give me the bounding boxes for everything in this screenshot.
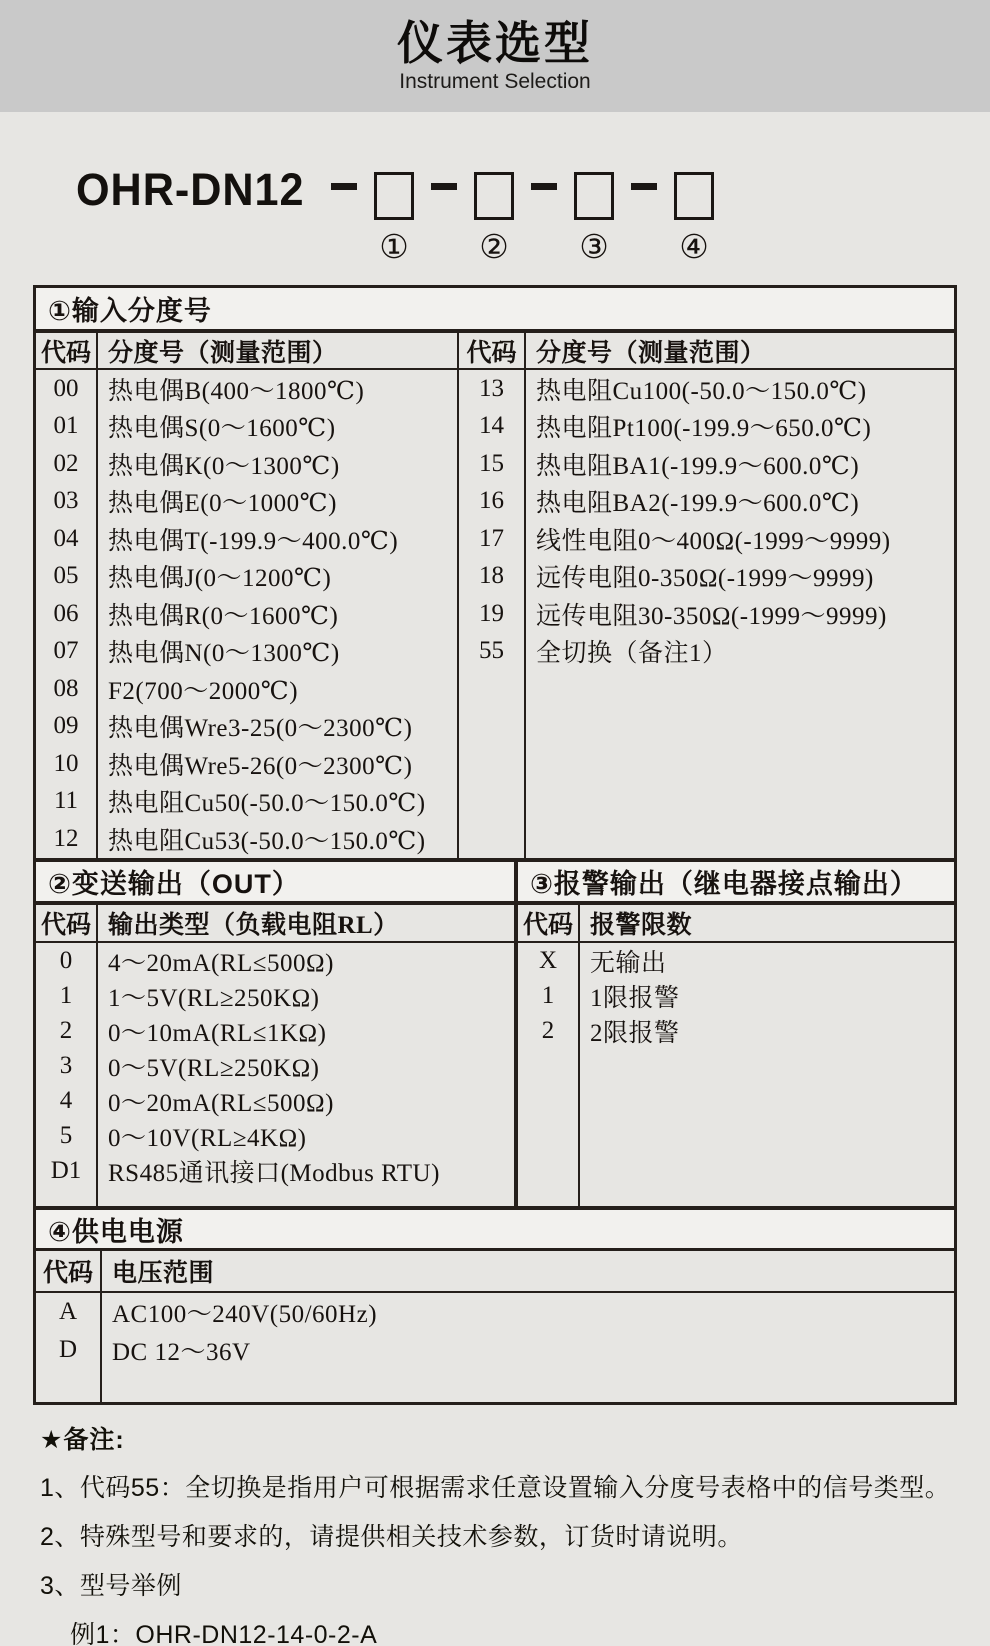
- row-code-cell: A: [36, 1293, 102, 1331]
- model-slot-4: [674, 172, 714, 265]
- row-code-cell: 09: [36, 708, 98, 746]
- row-code-cell: 0: [36, 943, 98, 978]
- column-header-row: [36, 905, 514, 943]
- filler-desc-cell: [526, 670, 954, 858]
- table-row: [36, 1293, 954, 1331]
- row-code-cell: 2: [36, 1013, 98, 1048]
- input-right-rows: [459, 370, 954, 670]
- table-row: [518, 943, 954, 978]
- table-row: [36, 595, 457, 633]
- row-desc-cell: AC100～240V(50/60Hz): [112, 1301, 378, 1328]
- dash-icon: [431, 183, 457, 190]
- row-code-cell: 19: [459, 595, 526, 633]
- table-row: [36, 1153, 514, 1188]
- input-table-right: [459, 333, 954, 858]
- table-row: [459, 558, 954, 596]
- row-desc-cell: 2限报警: [590, 1019, 680, 1047]
- table-filler: [36, 1369, 954, 1402]
- row-code-cell: 11: [36, 783, 98, 821]
- section-band-output: ②变送输出（OUT）: [36, 858, 514, 905]
- code-column-header: 代码: [36, 333, 98, 368]
- row-desc-cell: 热电阻Cu50(-50.0～150.0℃): [108, 790, 426, 818]
- row-desc-cell: 热电阻Cu53(-50.0～150.0℃): [108, 827, 426, 855]
- row-code-cell: 1: [36, 978, 98, 1013]
- remark-item-3: 3、型号举例: [40, 1572, 182, 1600]
- column-header-row: [518, 905, 954, 943]
- model-example: 例1：OHR-DN12-14-0-2-A: [70, 1621, 378, 1646]
- desc-column-header: 分度号（测量范围）: [108, 339, 338, 367]
- input-table-left: [36, 333, 459, 858]
- table-row: [36, 558, 457, 596]
- row-desc-cell: 0～20mA(RL≤500Ω): [108, 1089, 334, 1117]
- row-desc-cell: 热电阻BA2(-199.9～600.0℃): [536, 490, 860, 518]
- model-code-diagram: [76, 150, 714, 265]
- dash-icon: [531, 183, 557, 190]
- desc-column-header: 分度号（测量范围）: [536, 339, 766, 367]
- row-desc-cell: 热电偶Wre5-26(0～2300℃): [108, 752, 413, 780]
- table-row: [459, 520, 954, 558]
- alarm-rows: [518, 943, 954, 1048]
- row-desc-cell: 热电偶K(0～1300℃): [108, 452, 340, 480]
- model-position-label-4: ④: [679, 227, 709, 266]
- desc-column-header: 电压范围: [112, 1260, 215, 1287]
- code-column-header: 代码: [36, 905, 98, 941]
- page-subtitle: Instrument Selection: [399, 70, 591, 94]
- column-header-row: [36, 333, 457, 370]
- filler-desc-cell: [580, 1048, 954, 1206]
- row-desc-cell: 1限报警: [590, 984, 680, 1012]
- row-code-cell: 18: [459, 558, 526, 596]
- output-alarm-sections: [36, 858, 954, 1206]
- table-row: [36, 978, 514, 1013]
- row-desc-cell: 热电偶Wre3-25(0～2300℃): [108, 715, 413, 743]
- code-column-header: 代码: [459, 333, 526, 368]
- row-desc-cell: 4～20mA(RL≤500Ω): [108, 949, 334, 977]
- table-row: [36, 708, 457, 746]
- row-desc-cell: RS485通讯接口(Modbus RTU): [108, 1159, 440, 1187]
- row-code-cell: 12: [36, 820, 98, 858]
- row-desc-cell: 热电偶B(400～1800℃): [108, 377, 365, 405]
- model-box-3: [574, 172, 614, 220]
- table-row: [36, 1083, 514, 1118]
- table-filler: [36, 1188, 514, 1206]
- row-code-cell: 5: [36, 1118, 98, 1153]
- section-band-input: ①输入分度号: [36, 288, 954, 333]
- dash-icon: [631, 183, 657, 190]
- row-code-cell: 16: [459, 483, 526, 521]
- code-column-header: 代码: [518, 905, 580, 941]
- row-code-cell: 55: [459, 633, 526, 671]
- row-code-cell: 10: [36, 745, 98, 783]
- row-desc-cell: 线性电阻0～400Ω(-1999～9999): [536, 527, 891, 555]
- row-code-cell: 4: [36, 1083, 98, 1118]
- code-column-header: 代码: [36, 1251, 102, 1291]
- row-desc-cell: 0～10mA(RL≤1KΩ): [108, 1019, 327, 1047]
- remarks-block: [40, 1420, 960, 1646]
- section-band-power: ④供电电源: [36, 1206, 954, 1251]
- row-desc-cell: 远传电阻30-350Ω(-1999～9999): [536, 602, 887, 630]
- table-row: [36, 445, 457, 483]
- alarm-section: [514, 858, 954, 1206]
- input-section: [36, 333, 954, 858]
- column-header-row: [459, 333, 954, 370]
- row-code-cell: 07: [36, 633, 98, 671]
- input-left-rows: [36, 370, 457, 858]
- power-section: [36, 1251, 954, 1402]
- row-desc-cell: 热电偶R(0～1600℃): [108, 602, 339, 630]
- row-desc-cell: F2(700～2000℃): [108, 677, 299, 705]
- filler-code-cell: [36, 1188, 98, 1206]
- output-rows: [36, 943, 514, 1188]
- table-row: [36, 1118, 514, 1153]
- table-row: [459, 445, 954, 483]
- row-code-cell: 00: [36, 370, 98, 408]
- table-filler: [518, 1048, 954, 1206]
- selection-table: [33, 285, 957, 1405]
- row-code-cell: 15: [459, 445, 526, 483]
- row-code-cell: X: [518, 943, 580, 978]
- table-row: [459, 633, 954, 671]
- table-row: [36, 520, 457, 558]
- table-row: [36, 745, 457, 783]
- row-desc-cell: 热电偶E(0～1000℃): [108, 490, 337, 518]
- dash-icon: [331, 183, 357, 190]
- column-header-row: [36, 1251, 954, 1293]
- header-bar: [0, 0, 990, 112]
- table-row: [36, 670, 457, 708]
- row-code-cell: 1: [518, 978, 580, 1013]
- table-row: [459, 370, 954, 408]
- row-code-cell: 17: [459, 520, 526, 558]
- table-row: [36, 408, 457, 446]
- filler-code-cell: [36, 1369, 102, 1402]
- model-box-1: [374, 172, 414, 220]
- row-desc-cell: 1～5V(RL≥250KΩ): [108, 984, 320, 1012]
- row-code-cell: 03: [36, 483, 98, 521]
- row-code-cell: 06: [36, 595, 98, 633]
- row-desc-cell: 远传电阻0-350Ω(-1999～9999): [536, 565, 874, 593]
- table-row: [36, 783, 457, 821]
- table-row: [459, 408, 954, 446]
- model-position-label-1: ①: [379, 227, 409, 266]
- desc-column-header: 输出类型（负载电阻RL）: [108, 912, 399, 939]
- row-code-cell: 3: [36, 1048, 98, 1083]
- filler-code-cell: [459, 670, 526, 858]
- row-desc-cell: 热电偶S(0～1600℃): [108, 415, 336, 443]
- table-row: [459, 595, 954, 633]
- remarks-title: ★备注:: [40, 1426, 125, 1454]
- row-desc-cell: 热电阻Cu100(-50.0～150.0℃): [536, 377, 867, 405]
- row-code-cell: 08: [36, 670, 98, 708]
- model-position-label-2: ②: [479, 227, 509, 266]
- filler-desc-cell: [98, 1188, 514, 1206]
- row-desc-cell: DC 12～36V: [112, 1339, 251, 1366]
- table-row: [36, 633, 457, 671]
- row-code-cell: 14: [459, 408, 526, 446]
- table-row: [36, 370, 457, 408]
- table-row: [518, 978, 954, 1013]
- table-row: [36, 1048, 514, 1083]
- desc-column-header: 报警限数: [590, 912, 693, 939]
- row-code-cell: 13: [459, 370, 526, 408]
- row-code-cell: 04: [36, 520, 98, 558]
- table-row: [36, 943, 514, 978]
- filler-code-cell: [518, 1048, 580, 1206]
- model-prefix: OHR-DN12: [76, 164, 305, 215]
- row-code-cell: 02: [36, 445, 98, 483]
- row-desc-cell: 热电阻BA1(-199.9～600.0℃): [536, 452, 860, 480]
- row-desc-cell: 热电偶T(-199.9～400.0℃): [108, 527, 399, 555]
- model-slot-3: [574, 172, 614, 265]
- row-desc-cell: 热电偶J(0～1200℃): [108, 565, 332, 593]
- row-desc-cell: 热电偶N(0～1300℃): [108, 640, 340, 668]
- table-filler: [459, 670, 954, 858]
- table-row: [36, 1331, 954, 1369]
- table-row: [36, 1013, 514, 1048]
- row-code-cell: D: [36, 1331, 102, 1369]
- model-box-2: [474, 172, 514, 220]
- row-desc-cell: 全切换（备注1）: [536, 640, 728, 668]
- row-desc-cell: 热电阻Pt100(-199.9～650.0℃): [536, 415, 872, 443]
- filler-desc-cell: [102, 1369, 954, 1402]
- table-row: [36, 483, 457, 521]
- remark-item-2: 2、特殊型号和要求的，请提供相关技术参数，订货时请说明。: [40, 1523, 743, 1551]
- row-code-cell: 05: [36, 558, 98, 596]
- model-slot-2: [474, 172, 514, 265]
- remark-item-1: 1、代码55：全切换是指用户可根据需求任意设置输入分度号表格中的信号类型。: [40, 1474, 951, 1502]
- row-desc-cell: 无输出: [590, 949, 667, 977]
- row-code-cell: D1: [36, 1153, 98, 1188]
- power-rows: [36, 1293, 954, 1369]
- output-section: [36, 858, 514, 1206]
- model-position-label-3: ③: [579, 227, 609, 266]
- table-row: [36, 820, 457, 858]
- model-box-4: [674, 172, 714, 220]
- page-title: 仪表选型: [397, 16, 593, 69]
- row-code-cell: 01: [36, 408, 98, 446]
- table-row: [459, 483, 954, 521]
- model-slot-1: [374, 172, 414, 265]
- row-code-cell: 2: [518, 1013, 580, 1048]
- table-row: [518, 1013, 954, 1048]
- row-desc-cell: 0～10V(RL≥4KΩ): [108, 1124, 307, 1152]
- section-band-alarm: ③报警输出（继电器接点输出）: [518, 858, 954, 905]
- row-desc-cell: 0～5V(RL≥250KΩ): [108, 1054, 320, 1082]
